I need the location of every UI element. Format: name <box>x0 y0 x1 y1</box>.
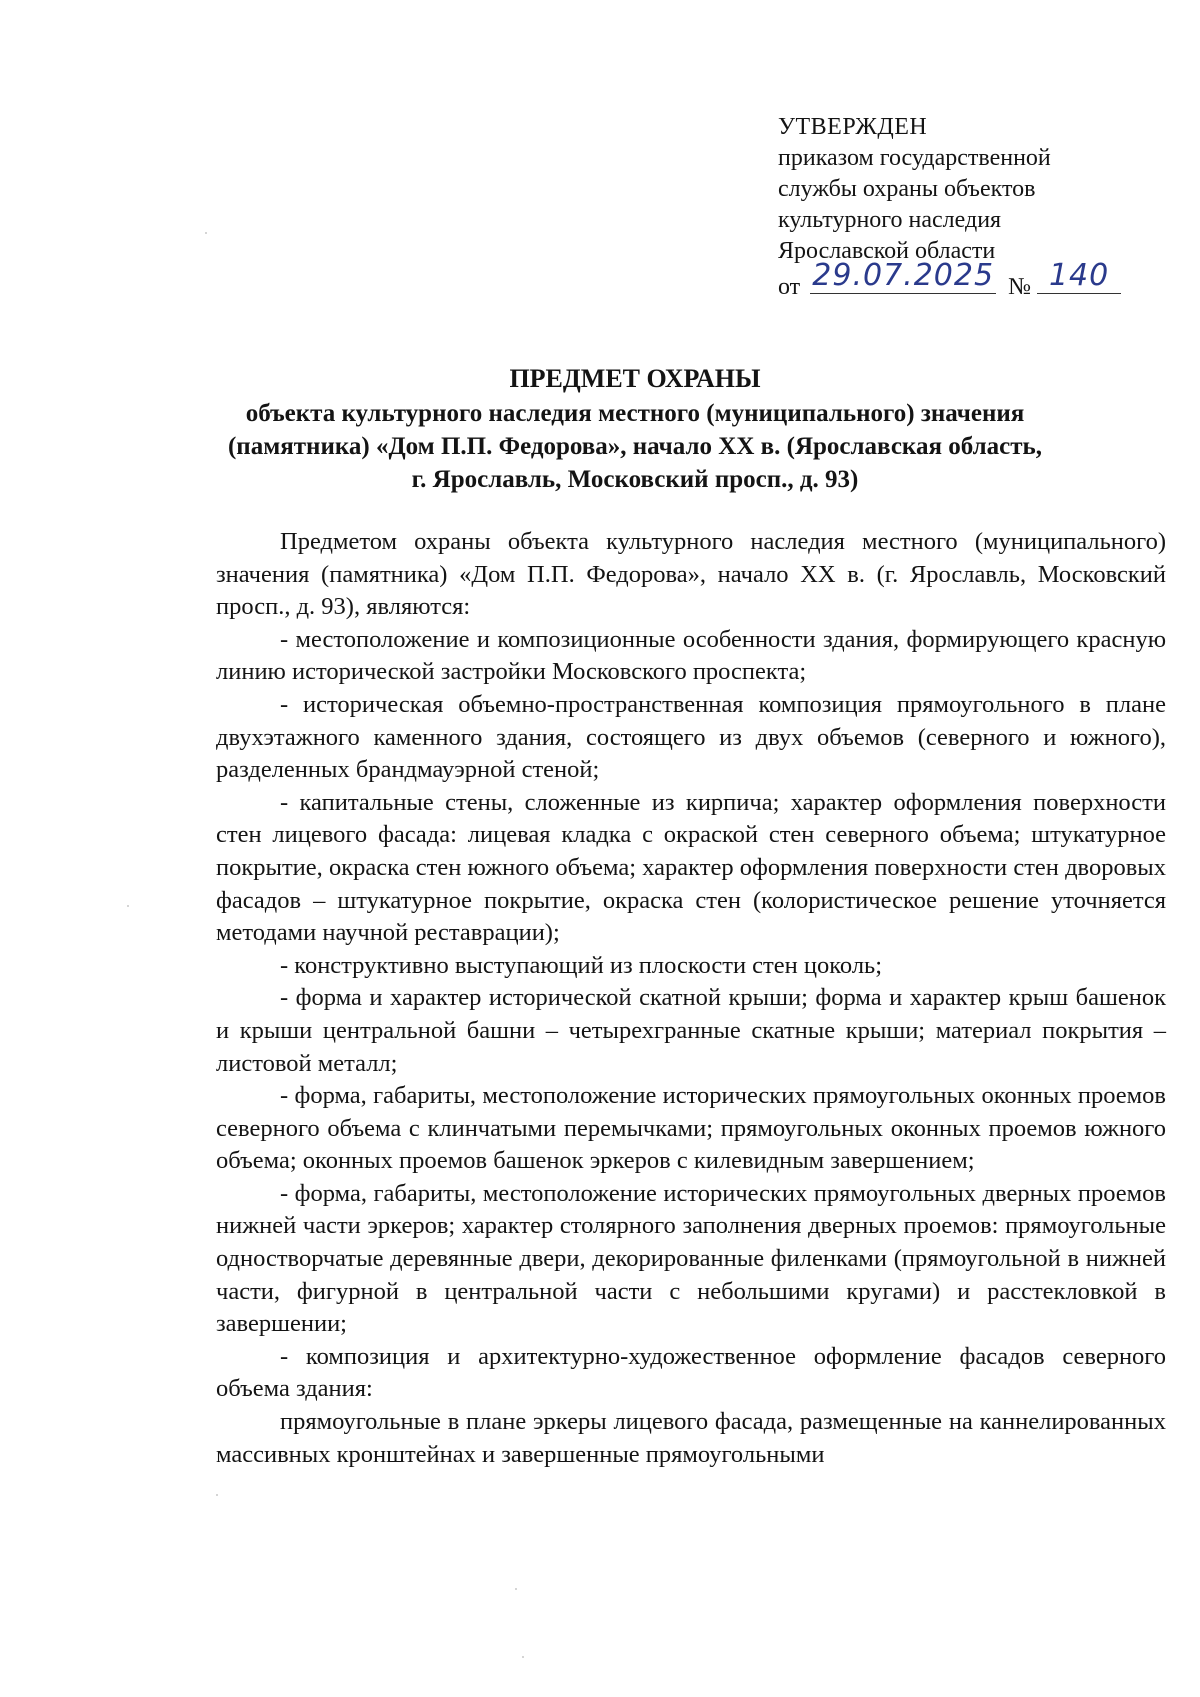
document-body <box>216 526 1166 1471</box>
paragraph-facades: - композиция и архитектурно-художественное оформление фасадов северного объема здания: <box>216 1342 1166 1403</box>
paragraph-intro: Предметом охраны объекта культурного наследия местного (муниципального) значения (памятника) «Дом П.П. Федорова», начало XX в. (г. Ярославль, Московский просп., д. 93), являются: <box>216 528 1166 621</box>
approval-stamp <box>778 112 1121 303</box>
paragraph-plinth: - конструктивно выступающий из плоскости стен цоколь; <box>280 951 883 979</box>
document-title <box>140 362 1130 496</box>
handwritten-date: 29.07.2025 <box>812 258 995 293</box>
number-field <box>1037 258 1121 294</box>
paragraph-location: - местоположение и композиционные особенности здания, формирующего красную линию исторической застройки Московского проспекта; <box>216 625 1166 686</box>
handwritten-number: 140 <box>1048 258 1110 293</box>
approval-line: Ярославской области <box>778 238 996 264</box>
from-label: от <box>778 274 801 300</box>
approval-date-row <box>778 258 1121 303</box>
date-field <box>810 258 996 294</box>
paragraph-windows: - форма, габариты, местоположение исторических прямоугольных оконных проемов северного объема с клинчатыми перемычками; прямоугольных оконных проемов южного объема; оконных проемов башенок эркеров с килевидным завершением; <box>216 1082 1166 1175</box>
approval-line: культурного наследия <box>778 207 1002 233</box>
scan-speck <box>522 1656 524 1658</box>
approval-line: службы охраны объектов <box>778 176 1036 202</box>
paragraph-bay-windows: прямоугольные в плане эркеры лицевого фасада, размещенные на каннелированных массивных кронштейнах и завершенные прямоугольными <box>216 1408 1166 1468</box>
title-line: объекта культурного наследия местного (муниципального) значения <box>245 400 1025 427</box>
paragraph-walls: - капитальные стены, сложенные из кирпича; характер оформления поверхности стен лицевого фасада: лицевая кладка с окраской стен северного объема; штукатурное покрытие, окраска стен южного объема; характер оформления поверхности стен дворовых фасадов – штукатурное покрытие, окраска стен (колористическое решение уточняется методами научной реставрации); <box>216 788 1166 947</box>
title-line: (памятника) «Дом П.П. Федорова», начало XX в. (Ярославская область, <box>227 433 1042 460</box>
number-label: № <box>1008 274 1032 300</box>
title-main: ПРЕДМЕТ ОХРАНЫ <box>509 364 761 393</box>
paragraph-composition: - историческая объемно-пространственная композиция прямоугольного в плане двухэтажного каменного здания, состоящего из двух объемов (северного и южного), разделенных брандмауэрной стеной; <box>216 690 1166 784</box>
approval-line: приказом государственной <box>778 145 1051 171</box>
paragraph-roof: - форма и характер исторической скатной крыши; форма и характер крыш башенок и крыши центральной башни – четырехгранные скатные крыши; материал покрытия – листовой металл; <box>216 984 1166 1077</box>
scan-speck <box>205 232 207 234</box>
scan-speck <box>515 1588 517 1590</box>
approval-status: УТВЕРЖДЕН <box>778 114 928 140</box>
scan-speck <box>127 905 129 907</box>
scan-speck <box>216 1494 218 1496</box>
title-line: г. Ярославль, Московский просп., д. 93) <box>411 466 859 493</box>
paragraph-doors: - форма, габариты, местоположение исторических прямоугольных дверных проемов нижней части эркеров; характер столярного заполнения дверных проемов: прямоугольные одностворчатые деревянные двери, декорированные филенками (прямоугольной в нижней части, фигурной в центральной части с небольшими кругами) и расстекловкой в завершении; <box>216 1179 1166 1338</box>
